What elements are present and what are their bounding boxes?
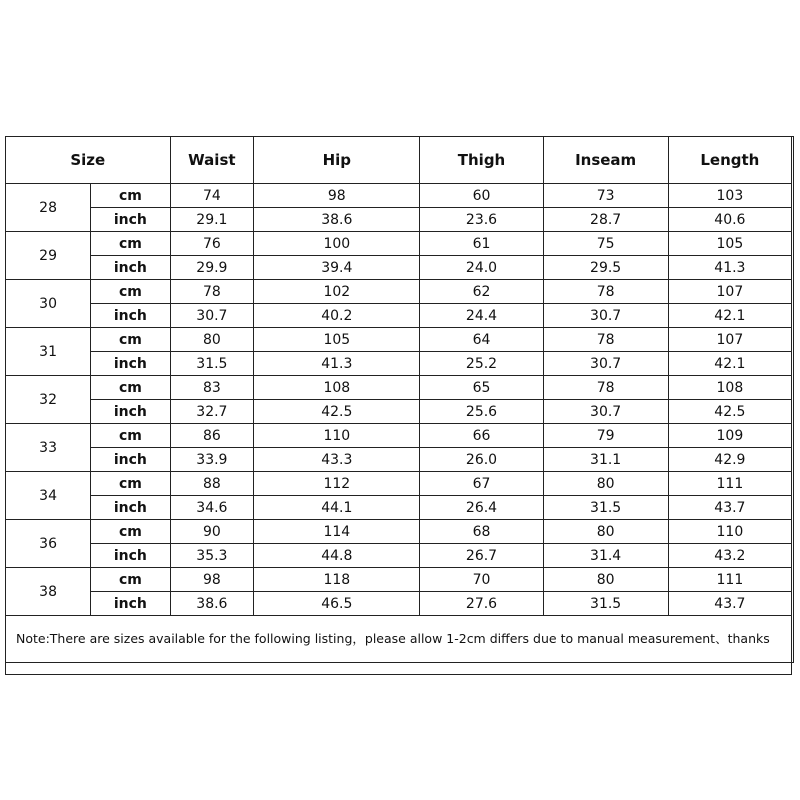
unit-label: cm: [91, 232, 170, 256]
measurement-cell: 60: [420, 184, 543, 208]
measurement-cell: 39.4: [254, 256, 420, 280]
measurement-cell: 78: [170, 280, 254, 304]
table-row: [6, 280, 792, 304]
size-label: 28: [6, 184, 91, 232]
measurement-cell: 102: [254, 280, 420, 304]
measurement-cell: 86: [170, 424, 254, 448]
measurement-cell: 41.3: [668, 256, 791, 280]
measurement-cell: 78: [543, 376, 668, 400]
measurement-cell: 43.2: [668, 544, 791, 568]
measurement-cell: 28.7: [543, 208, 668, 232]
header-size: Size: [6, 137, 171, 184]
measurement-cell: 24.0: [420, 256, 543, 280]
table-row: [6, 232, 792, 256]
header-hip: Hip: [254, 137, 420, 184]
measurement-cell: 61: [420, 232, 543, 256]
measurement-cell: 31.5: [543, 496, 668, 520]
measurement-cell: 30.7: [170, 304, 254, 328]
measurement-cell: 44.1: [254, 496, 420, 520]
measurement-cell: 108: [254, 376, 420, 400]
measurement-cell: 26.7: [420, 544, 543, 568]
measurement-cell: 109: [668, 424, 791, 448]
measurement-cell: 31.5: [170, 352, 254, 376]
measurement-cell: 42.1: [668, 352, 791, 376]
measurement-cell: 33.9: [170, 448, 254, 472]
size-label: 38: [6, 568, 91, 616]
measurement-cell: 68: [420, 520, 543, 544]
measurement-cell: 30.7: [543, 352, 668, 376]
header-inseam: Inseam: [543, 137, 668, 184]
measurement-cell: 110: [254, 424, 420, 448]
table-row: [6, 592, 792, 616]
size-chart: [5, 136, 794, 663]
table-row: [6, 448, 792, 472]
measurement-cell: 66: [420, 424, 543, 448]
unit-label: inch: [91, 352, 170, 376]
table-row: [6, 400, 792, 424]
measurement-cell: 41.3: [254, 352, 420, 376]
size-label: 31: [6, 328, 91, 376]
measurement-cell: 38.6: [254, 208, 420, 232]
measurement-cell: 42.1: [668, 304, 791, 328]
measurement-cell: 98: [170, 568, 254, 592]
measurement-cell: 98: [254, 184, 420, 208]
measurement-cell: 35.3: [170, 544, 254, 568]
measurement-cell: 111: [668, 568, 791, 592]
measurement-cell: 112: [254, 472, 420, 496]
size-label: 34: [6, 472, 91, 520]
table-row: [6, 424, 792, 448]
table-row: [6, 256, 792, 280]
unit-label: inch: [91, 400, 170, 424]
size-label: 33: [6, 424, 91, 472]
measurement-cell: 64: [420, 328, 543, 352]
table-row: [6, 520, 792, 544]
measurement-cell: 26.0: [420, 448, 543, 472]
measurement-cell: 40.2: [254, 304, 420, 328]
table-row: [6, 328, 792, 352]
measurement-cell: 100: [254, 232, 420, 256]
measurement-cell: 46.5: [254, 592, 420, 616]
unit-label: cm: [91, 376, 170, 400]
header-row: [6, 137, 792, 184]
measurement-cell: 78: [543, 280, 668, 304]
measurement-cell: 31.5: [543, 592, 668, 616]
measurement-cell: 23.6: [420, 208, 543, 232]
unit-label: cm: [91, 184, 170, 208]
measurement-cell: 103: [668, 184, 791, 208]
unit-label: cm: [91, 472, 170, 496]
unit-label: cm: [91, 280, 170, 304]
header-length: Length: [668, 137, 791, 184]
measurement-cell: 80: [170, 328, 254, 352]
measurement-cell: 75: [543, 232, 668, 256]
unit-label: inch: [91, 496, 170, 520]
measurement-note: Note:There are sizes available for the following listing，please allow 1-2cm differs due to manual measurement、thanks: [16, 631, 770, 646]
unit-label: inch: [91, 304, 170, 328]
measurement-cell: 118: [254, 568, 420, 592]
measurement-cell: 43.3: [254, 448, 420, 472]
unit-label: cm: [91, 328, 170, 352]
table-row: [6, 472, 792, 496]
measurement-cell: 24.4: [420, 304, 543, 328]
measurement-cell: 70: [420, 568, 543, 592]
header-waist: Waist: [170, 137, 254, 184]
measurement-cell: 27.6: [420, 592, 543, 616]
unit-label: cm: [91, 568, 170, 592]
measurement-cell: 105: [254, 328, 420, 352]
measurement-cell: 67: [420, 472, 543, 496]
measurement-cell: 62: [420, 280, 543, 304]
measurement-cell: 74: [170, 184, 254, 208]
measurement-cell: 42.5: [254, 400, 420, 424]
measurement-cell: 29.5: [543, 256, 668, 280]
measurement-cell: 88: [170, 472, 254, 496]
unit-label: cm: [91, 424, 170, 448]
measurement-cell: 107: [668, 280, 791, 304]
unit-label: cm: [91, 520, 170, 544]
measurement-cell: 40.6: [668, 208, 791, 232]
size-label: 29: [6, 232, 91, 280]
measurement-cell: 31.4: [543, 544, 668, 568]
measurement-cell: 31.1: [543, 448, 668, 472]
measurement-cell: 80: [543, 568, 668, 592]
measurement-cell: 44.8: [254, 544, 420, 568]
table-row: [6, 544, 792, 568]
measurement-cell: 25.2: [420, 352, 543, 376]
measurement-cell: 80: [543, 520, 668, 544]
measurement-cell: 38.6: [170, 592, 254, 616]
measurement-cell: 29.1: [170, 208, 254, 232]
size-label: 32: [6, 376, 91, 424]
table-row: [6, 208, 792, 232]
measurement-cell: 43.7: [668, 496, 791, 520]
unit-label: inch: [91, 592, 170, 616]
measurement-cell: 110: [668, 520, 791, 544]
size-table: [5, 136, 792, 675]
measurement-cell: 108: [668, 376, 791, 400]
measurement-cell: 80: [543, 472, 668, 496]
measurement-cell: 73: [543, 184, 668, 208]
measurement-cell: 32.7: [170, 400, 254, 424]
unit-label: inch: [91, 448, 170, 472]
measurement-cell: 43.7: [668, 592, 791, 616]
table-row: [6, 376, 792, 400]
measurement-cell: 76: [170, 232, 254, 256]
measurement-cell: 83: [170, 376, 254, 400]
header-thigh: Thigh: [420, 137, 543, 184]
measurement-cell: 42.5: [668, 400, 791, 424]
table-row: [6, 568, 792, 592]
measurement-cell: 30.7: [543, 400, 668, 424]
measurement-cell: 30.7: [543, 304, 668, 328]
measurement-cell: 114: [254, 520, 420, 544]
table-row: [6, 496, 792, 520]
unit-label: inch: [91, 256, 170, 280]
unit-label: inch: [91, 208, 170, 232]
measurement-cell: 105: [668, 232, 791, 256]
measurement-cell: 29.9: [170, 256, 254, 280]
table-row: [6, 184, 792, 208]
size-label: 36: [6, 520, 91, 568]
measurement-cell: 78: [543, 328, 668, 352]
measurement-cell: 26.4: [420, 496, 543, 520]
measurement-cell: 107: [668, 328, 791, 352]
measurement-cell: 111: [668, 472, 791, 496]
measurement-cell: 65: [420, 376, 543, 400]
measurement-cell: 90: [170, 520, 254, 544]
measurement-cell: 79: [543, 424, 668, 448]
unit-label: inch: [91, 544, 170, 568]
measurement-cell: 34.6: [170, 496, 254, 520]
size-label: 30: [6, 280, 91, 328]
table-row: [6, 352, 792, 376]
measurement-cell: 25.6: [420, 400, 543, 424]
table-row: [6, 304, 792, 328]
measurement-cell: 42.9: [668, 448, 791, 472]
